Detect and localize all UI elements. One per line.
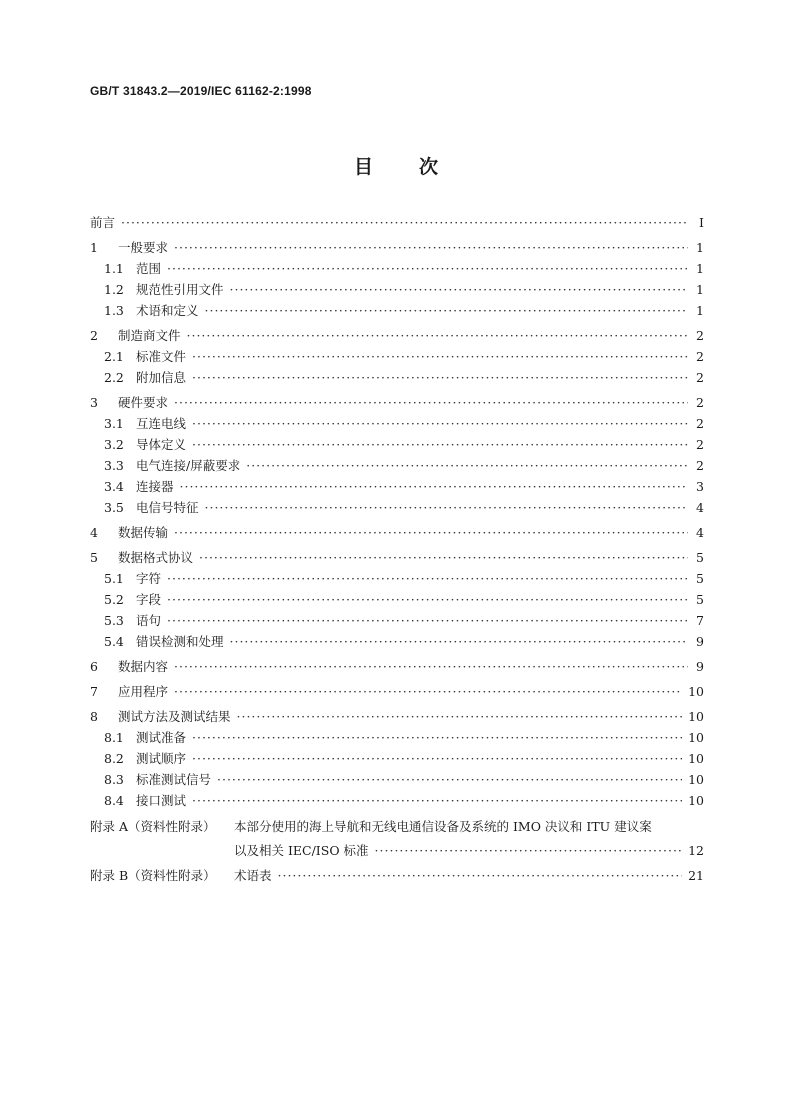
leader-dots [230,631,688,652]
toc-entry[interactable] [90,568,704,589]
toc-entry[interactable] [90,325,704,346]
toc-entry-number: 2 [90,328,98,343]
title-char-2: 次 [419,156,439,178]
toc-entry-label: 测试方法及测试结果 [118,709,231,724]
toc-entry-page: I [699,215,704,230]
toc-entry[interactable] [90,727,704,748]
toc-entry-number: 1.1 [104,261,124,276]
toc-entry-label: 电气连接/屏蔽要求 [136,458,241,473]
toc-entry-number: 8 [90,709,98,724]
toc-entry-label: 电信号特征 [136,500,199,515]
toc-entry-label: 数据内容 [118,659,169,674]
toc-entry[interactable] [90,631,704,652]
leader-dots [187,325,688,346]
toc-annex-b[interactable] [90,863,704,889]
toc-entry-number: 8.2 [104,751,124,766]
toc-entry-label: 测试准备 [136,730,187,745]
toc-entry-page: 3 [696,479,704,494]
toc-entry-page: 5 [696,592,704,607]
toc-entry[interactable] [90,589,704,610]
toc-entry-number: 5.1 [104,571,124,586]
leader-dots [174,392,688,413]
toc-entry-number: 1.2 [104,282,124,297]
leader-dots [174,522,688,543]
leader-dots [167,568,688,589]
toc-entry[interactable] [90,392,704,413]
leader-dots [278,868,683,889]
toc-entry-page: 10 [688,709,704,724]
toc-entry-number: 7 [90,684,98,699]
toc-entry[interactable] [90,346,704,367]
toc-entry[interactable] [90,300,704,321]
leader-dots [230,279,688,300]
toc-entry-page: 4 [696,500,704,515]
toc-entry[interactable] [90,413,704,434]
toc-entry-number: 3.1 [104,416,124,431]
toc-entry[interactable] [90,279,704,300]
toc-entry-page: 2 [696,437,704,452]
toc-entry-number: 5.2 [104,592,124,607]
leader-dots [192,434,688,455]
toc-entry[interactable] [90,769,704,790]
toc-entry-label: 制造商文件 [118,328,181,343]
toc-entry[interactable] [90,610,704,631]
annex-b-page: 21 [688,868,704,883]
toc-entry-page: 2 [696,349,704,364]
leader-dots [192,413,688,434]
annex-b-prefix: 附录 B（资料性附录） [90,868,216,883]
toc-entry-label: 术语和定义 [136,303,199,318]
title-char-1: 目 [353,156,373,178]
leader-dots [180,476,688,497]
toc-entry-label: 语句 [136,613,162,628]
annex-a-page: 12 [688,843,704,858]
annex-a-prefix: 附录 A（资料性附录） [90,819,216,834]
toc-entry[interactable] [90,681,704,702]
toc-entry-page: 10 [688,793,704,808]
toc-entry[interactable] [90,790,704,811]
toc-entry-page: 9 [696,659,704,674]
toc-entry-page: 2 [696,395,704,410]
toc-entries [90,212,704,811]
leader-dots [167,589,688,610]
toc-entry-number: 3.3 [104,458,124,473]
leader-dots [192,367,688,388]
toc-entry-label: 连接器 [136,479,174,494]
toc-entry[interactable] [90,455,704,476]
toc-entry-page: 10 [688,772,704,787]
table-of-contents [90,212,704,889]
leader-dots [192,790,682,811]
toc-entry[interactable] [90,748,704,769]
toc-entry-label: 字段 [136,592,162,607]
leader-dots [121,212,688,233]
toc-entry[interactable] [90,547,704,568]
toc-entry[interactable] [90,476,704,497]
toc-entry-page: 2 [696,458,704,473]
toc-entry-page: 1 [696,303,704,318]
toc-entry-page: 7 [696,613,704,628]
toc-entry-number: 4 [90,525,98,540]
toc-entry-number: 3 [90,395,98,410]
toc-entry[interactable] [90,522,704,543]
toc-entry-number: 1 [90,240,98,255]
toc-entry-label: 标准文件 [136,349,187,364]
toc-entry[interactable] [90,434,704,455]
leader-dots [192,727,682,748]
toc-entry-number: 5.4 [104,634,124,649]
toc-entry-page: 10 [688,730,704,745]
leader-dots [167,258,688,279]
toc-entry-number: 8.3 [104,772,124,787]
toc-entry-page: 9 [696,634,704,649]
toc-entry-label: 数据传输 [118,525,169,540]
toc-entry-page: 4 [696,525,704,540]
toc-entry-number: 8.1 [104,730,124,745]
toc-entry[interactable] [90,367,704,388]
toc-entry-label: 数据格式协议 [118,550,194,565]
toc-entry-label: 一般要求 [118,240,169,255]
leader-dots [217,769,682,790]
toc-entry[interactable] [90,212,704,233]
toc-entry-label: 导体定义 [136,437,187,452]
leader-dots [174,681,682,702]
toc-entry-label: 互连电线 [136,416,187,431]
toc-entry-label: 附加信息 [136,370,187,385]
leader-dots [192,346,688,367]
leader-dots [205,497,688,518]
toc-entry-number: 3.4 [104,479,124,494]
toc-entry-label: 测试顺序 [136,751,187,766]
toc-entry-number: 2.2 [104,370,124,385]
toc-entry-label: 硬件要求 [118,395,169,410]
toc-entry-page: 2 [696,328,704,343]
toc-entry-label: 范围 [136,261,162,276]
leader-dots [237,706,683,727]
toc-entry-page: 2 [696,370,704,385]
leader-dots [174,656,688,677]
toc-entry-number: 8.4 [104,793,124,808]
leader-dots [246,455,688,476]
toc-entry-label: 接口测试 [136,793,187,808]
leader-dots [205,300,688,321]
toc-entry-page: 1 [696,261,704,276]
toc-entry-label: 应用程序 [118,684,169,699]
toc-entry[interactable] [90,706,704,727]
toc-entry[interactable] [90,656,704,677]
toc-entry-page: 1 [696,240,704,255]
toc-entry-page: 5 [696,571,704,586]
toc-entry-label: 前言 [90,215,116,230]
toc-entry-label: 标准测试信号 [136,772,212,787]
toc-entry-number: 3.2 [104,437,124,452]
toc-entry-number: 1.3 [104,303,124,318]
toc-entry-number: 5.3 [104,613,124,628]
toc-entry[interactable] [90,497,704,518]
toc-entry-page: 10 [688,751,704,766]
toc-entry-label: 错误检测和处理 [136,634,224,649]
toc-entry-number: 5 [90,550,98,565]
toc-entry-label: 规范性引用文件 [136,282,224,297]
annex-a-title-line1: 本部分使用的海上导航和无线电通信设备及系统的 IMO 决议和 ITU 建议案 [234,819,652,834]
leader-dots [192,748,682,769]
toc-annex-a[interactable] [90,815,704,863]
leader-dots [167,610,688,631]
annex-a-title-line2: 以及相关 IEC/ISO 标准 [234,843,369,858]
leader-dots [375,842,683,863]
toc-entry-page: 2 [696,416,704,431]
leader-dots [174,237,688,258]
toc-entry[interactable] [90,258,704,279]
toc-entry-page: 1 [696,282,704,297]
toc-entry-number: 2.1 [104,349,124,364]
toc-entry[interactable] [90,237,704,258]
page-title [0,152,792,179]
toc-entry-number: 3.5 [104,500,124,515]
toc-entry-page: 5 [696,550,704,565]
toc-entry-label: 字符 [136,571,162,586]
standard-number-header: GB/T 31843.2—2019/IEC 61162-2:1998 [90,84,312,98]
annex-b-title: 术语表 [234,868,272,883]
leader-dots [199,547,688,568]
toc-entry-page: 10 [688,684,704,699]
toc-entry-number: 6 [90,659,98,674]
